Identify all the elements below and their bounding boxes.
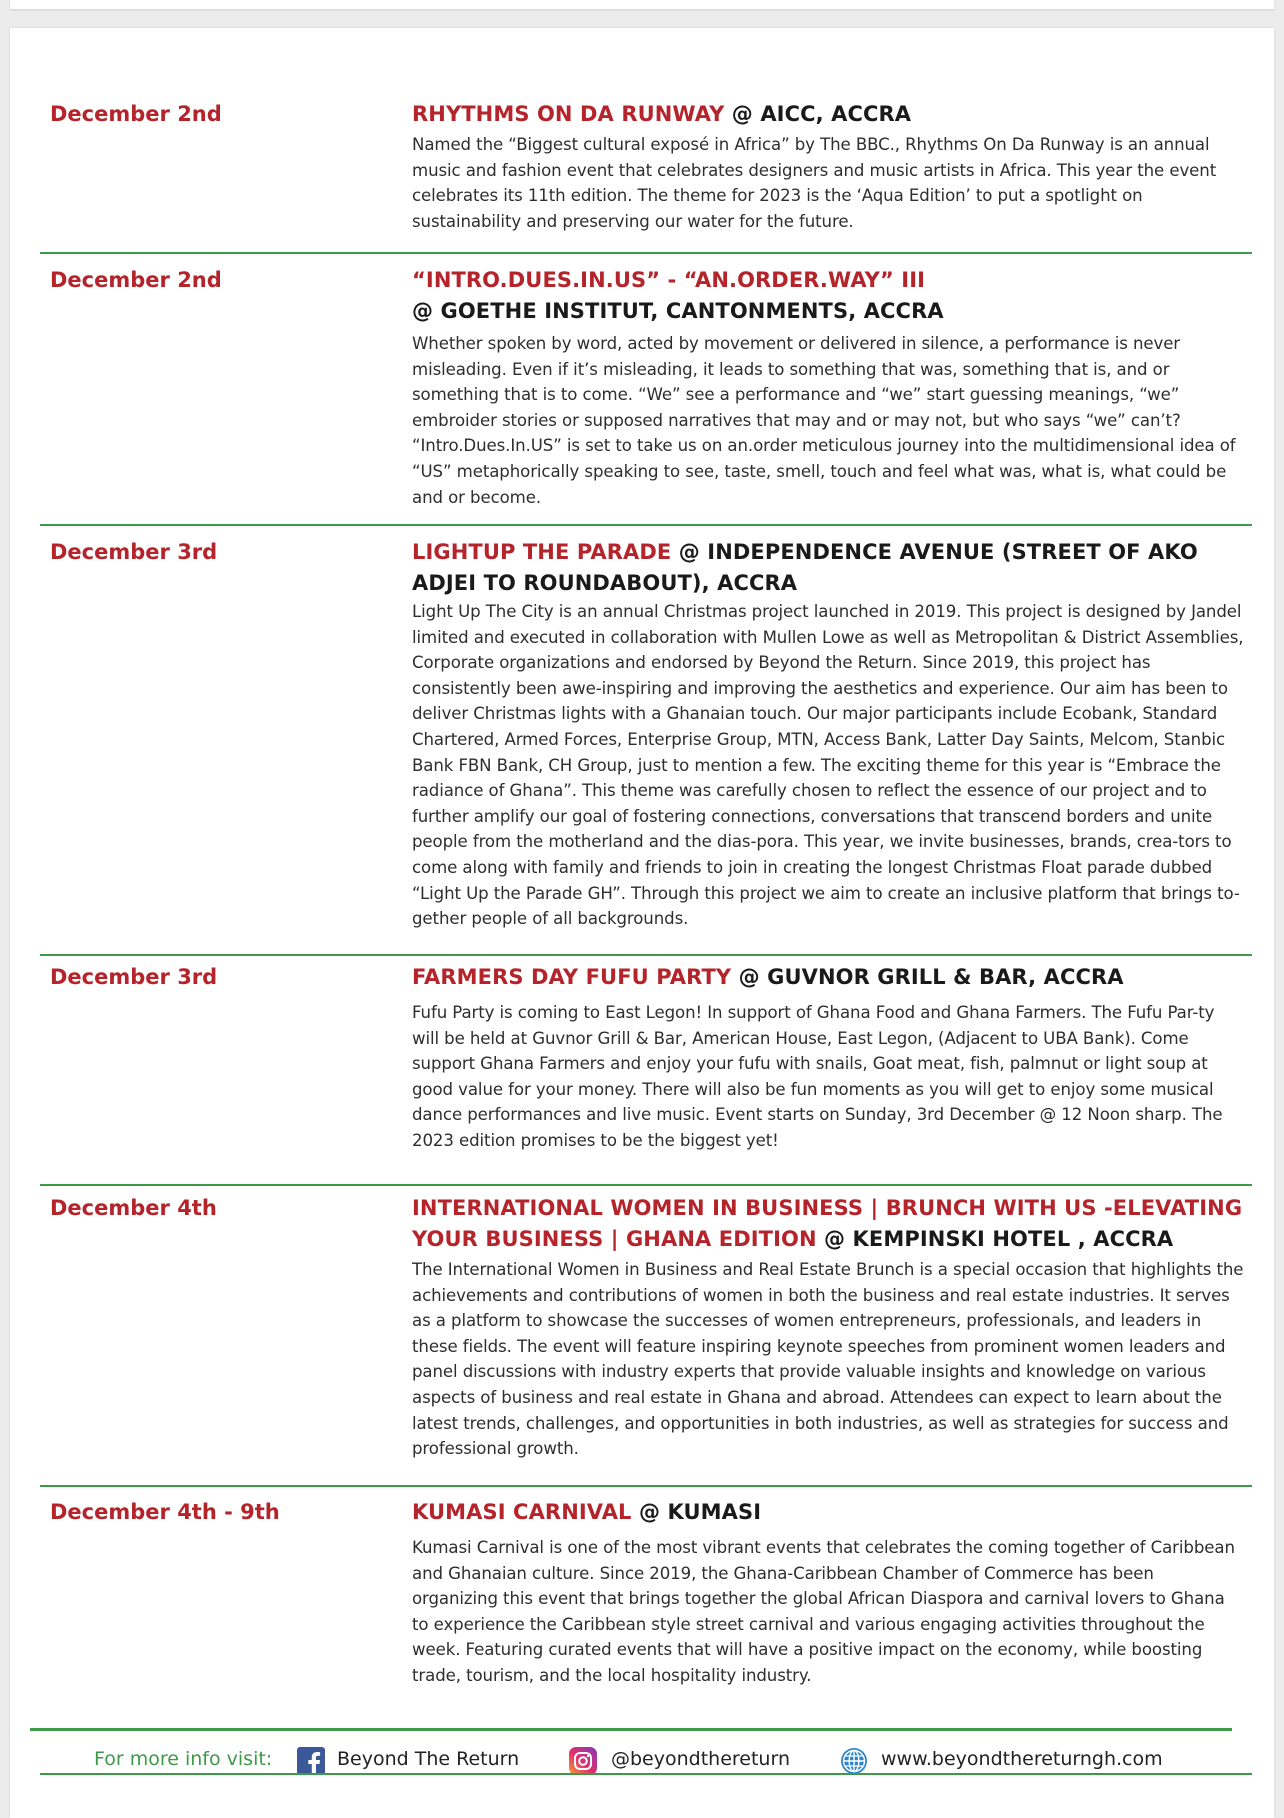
section-divider bbox=[40, 252, 1252, 254]
instagram-link[interactable]: @beyondthereturn bbox=[611, 1748, 790, 1770]
event-description: Kumasi Carnival is one of the most vibrant events that celebrates the coming together of Caribbean and Ghanaian culture. Since 2019, the Ghana-Caribbean Chamber of Commerce has been organizing this event that brings together the global African Diaspora and carnival lovers to Ghana to experience the Caribbean style street carnival and various engaging activities throughout the week. Featuring curated events that will have a positive impact on the economy, while boosting trade, tourism, and the local hospitality industry. bbox=[412, 1538, 1235, 1685]
event-venue: @ GOETHE INSTITUT, CANTONMENTS, ACCRA bbox=[412, 299, 944, 323]
event-description: Fufu Party is coming to East Legon! In support of Ghana Food and Ghana Farmers. The Fufu Par-ty will be held at Guvnor Grill & Bar, American House, East Legon, (Adjacent to UBA Bank). Come support Ghana Farmers and enjoy your fufu with snails, Goat meat, fish, palmnut or light soup at good value for your money. There will also be fun moments as you will get to enjoy some musical dance performances and live music. Event starts on Sunday, 3rd December @ 12 Noon sharp. The 2023 edition promises to be the biggest yet! bbox=[412, 1003, 1223, 1150]
event-date: December 2nd bbox=[50, 268, 222, 292]
event-venue: @ KEMPINSKI HOTEL , ACCRA bbox=[816, 1227, 1174, 1251]
event-venue: @ GUVNOR GRILL & BAR, ACCRA bbox=[731, 965, 1124, 989]
event-name: KUMASI CARNIVAL bbox=[412, 1500, 632, 1524]
event-description: The International Women in Business and Real Estate Brunch is a special occasion that highlights the achievements and contributions of women in both the business and real estate industries. It serves as a platform to showcase the successes of women entrepreneurs, professionals, and leaders in these fields. The event will feature inspiring keynote speeches from prominent women leaders and panel discussions with industry experts that provide valuable insights and knowledge on various aspects of business and real estate in Ghana and abroad. Attendees can expect to learn about the latest trends, challenges, and opportunities in both industries, as well as strategies for success and professional growth. bbox=[412, 1260, 1244, 1459]
event-date: December 4th bbox=[50, 1196, 217, 1220]
footer-bottom-line bbox=[40, 1773, 1252, 1775]
event-name: FARMERS DAY FUFU PARTY bbox=[412, 965, 732, 989]
events-page bbox=[10, 28, 1274, 1818]
event-title bbox=[412, 962, 1244, 993]
event-description: Light Up The City is an annual Christmas project launched in 2019. This project is designed by Jandel limited and executed in collaboration with Mullen Lowe as well as Metropolitan & District Assemblies, Corporate organizations and endorsed by Beyond the Return. Since 2019, this project has consistently been awe-inspiring and improving the aesthetics and experience. Our aim has been to deliver Christmas lights with a Ghanaian touch. Our major participants include Ecobank, Standard Chartered, Armed Forces, Enterprise Group, MTN, Access Bank, Latter Day Saints, Melcom, Stanbic Bank FBN Bank, CH Group, just to mention a few. The exciting theme for this year is “Embrace the radiance of Ghana”. This theme was carefully chosen to reflect the essence of our project and to further amplify our goal of fostering connections, conversations that transcend borders and unite people from the motherland and the dias-pora. This year, we invite businesses, brands, crea-tors to come along with family and friends to join in creating the longest Christmas Float parade dubbed “Light Up the Parade GH”. Through this project we aim to create an inclusive platform that brings to-gether people of all backgrounds. bbox=[412, 602, 1244, 929]
event-title bbox=[412, 1497, 1244, 1528]
event-title bbox=[412, 265, 1244, 327]
section-divider bbox=[40, 954, 1252, 956]
previous-page-edge bbox=[10, 0, 1274, 9]
section-divider bbox=[40, 524, 1252, 526]
event-name: LIGHTUP THE PARADE bbox=[412, 540, 672, 564]
event-venue: @ AICC, ACCRA bbox=[724, 102, 912, 126]
event-date: December 3rd bbox=[50, 965, 218, 989]
event-description: Named the “Biggest cultural exposé in Africa” by The BBC., Rhythms On Da Runway is an annual music and fashion event that celebrates designers and music artists in Africa. This year the event celebrates its 11th edition. The theme for 2023 is the ‘Aqua Edition’ to put a spotlight on sustainability and preserving our water for the future. bbox=[412, 135, 1217, 231]
event-date: December 3rd bbox=[50, 540, 218, 564]
event-date: December 2nd bbox=[50, 102, 222, 126]
website-link[interactable]: www.beyondthereturngh.com bbox=[881, 1748, 1163, 1770]
facebook-link[interactable]: Beyond The Return bbox=[337, 1748, 520, 1770]
event-name: “INTRO.DUES.IN.US” - “AN.ORDER.WAY” III bbox=[412, 268, 926, 292]
event-venue: @ KUMASI bbox=[631, 1500, 762, 1524]
event-title bbox=[412, 99, 1244, 130]
footer-label: For more info visit: bbox=[94, 1748, 273, 1770]
instagram-icon[interactable] bbox=[569, 1747, 597, 1775]
event-date: December 4th - 9th bbox=[50, 1500, 280, 1524]
footer bbox=[10, 1728, 1274, 1788]
facebook-icon[interactable] bbox=[297, 1747, 325, 1775]
event-venue: @ INDEPENDENCE AVENUE (STREET OF AKO ADJEI TO ROUNDABOUT), ACCRA bbox=[412, 540, 1198, 595]
footer-top-line bbox=[30, 1728, 1232, 1731]
globe-icon[interactable] bbox=[840, 1747, 868, 1775]
event-description: Whether spoken by word, acted by movement or delivered in silence, a performance is never misleading. Even if it’s misleading, it leads to something that was, something that is, and or something that is to come. “We” see a performance and “we” start guessing meanings, “we” embroider stories or supposed narratives that may and or may not, but who says “we” can’t? “Intro.Dues.In.US” is set to take us on an.order meticulous journey into the multidimensional idea of “US” metaphorically speaking to see, taste, smell, touch and feel what was, what is, what could be and or become. bbox=[412, 334, 1236, 507]
section-divider bbox=[40, 1184, 1252, 1186]
event-name: RHYTHMS ON DA RUNWAY bbox=[412, 102, 725, 126]
section-divider bbox=[40, 1485, 1252, 1487]
event-name: INTERNATIONAL WOMEN IN BUSINESS | BRUNCH WITH US -ELEVATING YOUR BUSINESS | GHANA EDITION bbox=[412, 1196, 1243, 1251]
event-title bbox=[412, 1193, 1244, 1255]
event-title bbox=[412, 537, 1244, 599]
